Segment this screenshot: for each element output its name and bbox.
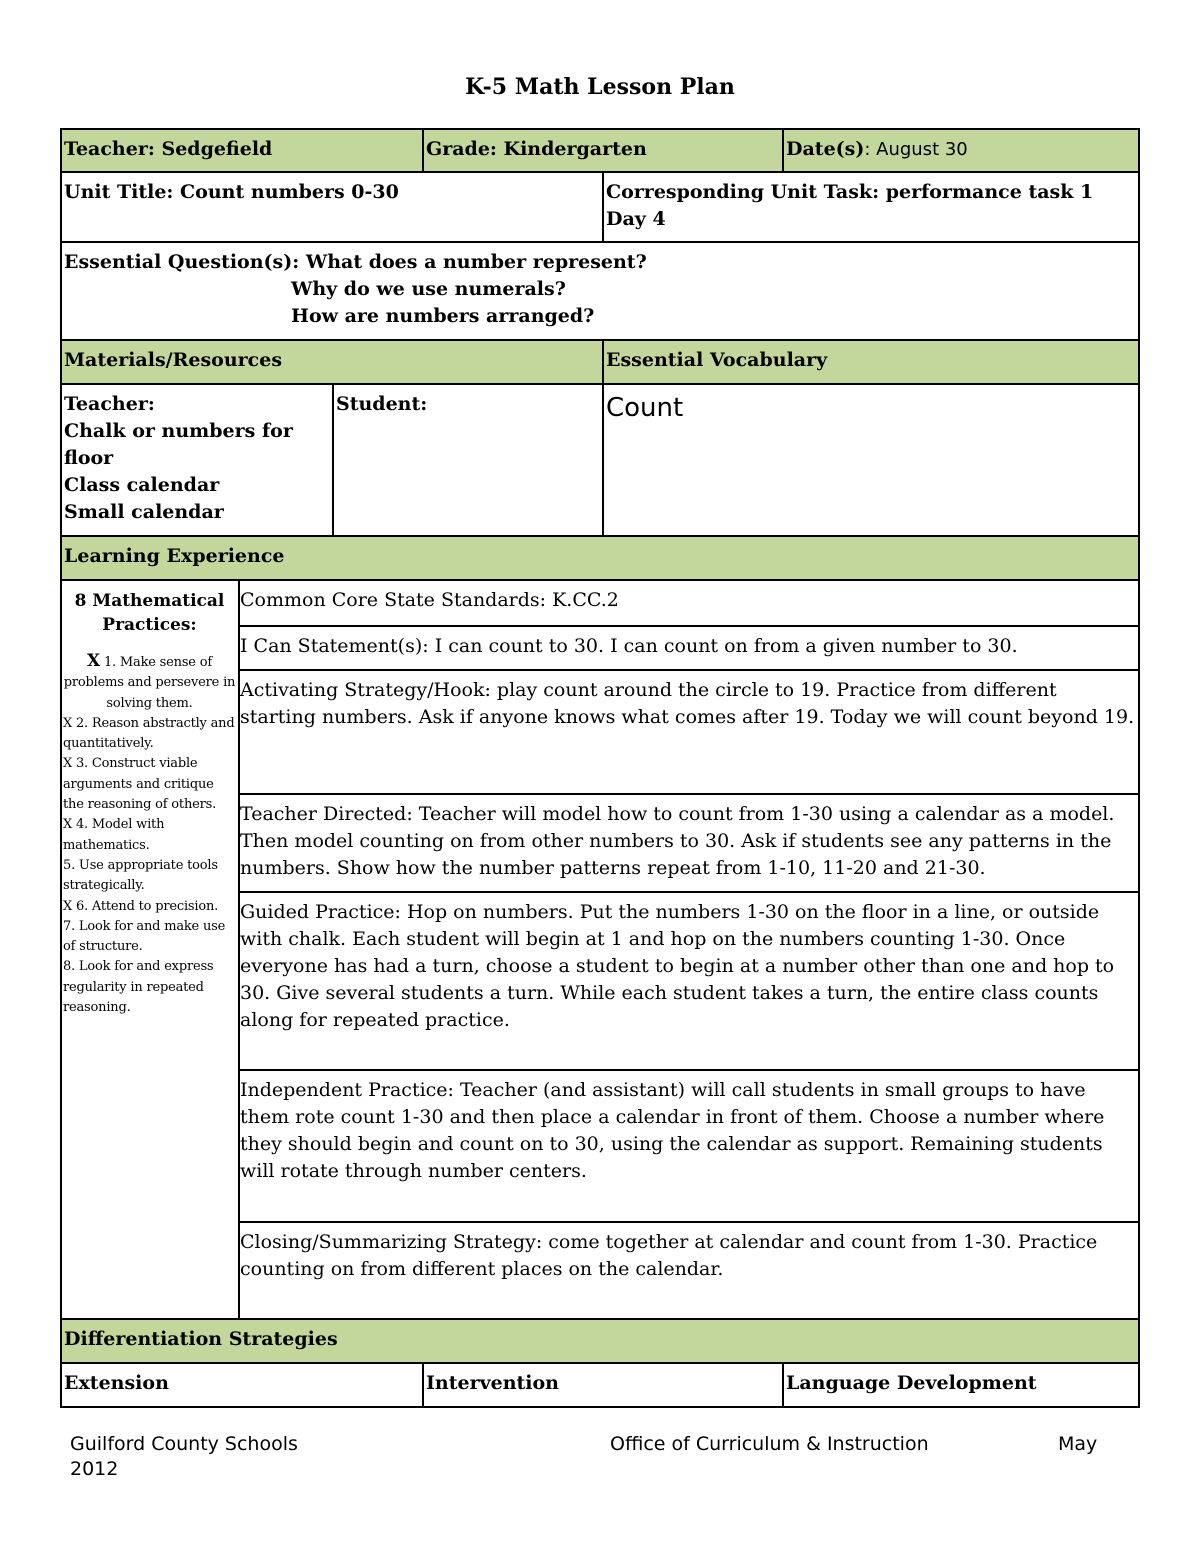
unit-row xyxy=(60,173,1140,243)
extension-cell: Extension xyxy=(64,1372,169,1394)
student-materials-label: Student: xyxy=(336,393,428,415)
teacher-material-item: Small calendar xyxy=(64,501,224,523)
closing-box: Closing/Summarizing Strategy: come together at calendar and count from 1-30. Practice counting on from different places on the calendar. xyxy=(240,1221,1138,1318)
unit-day-line: Day 4 xyxy=(606,208,666,230)
footer-month: May xyxy=(1058,1433,1098,1455)
teacher-material-item: Chalk or numbers for xyxy=(64,420,293,442)
dates-value: : August 30 xyxy=(864,139,968,160)
materials-header: Materials/Resources xyxy=(64,349,283,371)
essential-question-2: Why do we use numerals? xyxy=(291,278,566,300)
vocabulary-word: Count xyxy=(606,393,684,423)
materials-header-row xyxy=(60,341,1140,385)
practice-text: 1. Make sense of problems and persevere in solving them. xyxy=(63,655,236,711)
page-title: K-5 Math Lesson Plan xyxy=(465,74,735,100)
lesson-plan-table xyxy=(60,128,1140,1408)
intervention-cell: Intervention xyxy=(422,1364,782,1406)
essential-questions-row xyxy=(60,243,1140,341)
vocabulary-cell xyxy=(602,385,1138,535)
practice-item: X 6. Attend to precision. xyxy=(63,898,219,914)
teacher-directed-box: Teacher Directed: Teacher will model how to count from 1-30 using a calendar as a model. Then model counting on from other numbers to 30. Ask if students see any patterns in the numbers. Show how the number patterns repeat from 1-10, 11-20 and 21-30. xyxy=(240,793,1138,891)
learning-sections xyxy=(240,581,1138,1318)
unit-title-cell: Unit Title: Count numbers 0-30 xyxy=(64,181,399,203)
header-row xyxy=(60,128,1140,173)
practice-check-mark: X xyxy=(87,651,101,671)
essential-question-1: Essential Question(s): What does a number represent? xyxy=(64,251,647,273)
math-practices-title: 8 Mathematical Practices: xyxy=(74,591,225,635)
essential-questions-cell xyxy=(62,243,1138,339)
i-can-box: I Can Statement(s): I can count to 30. I can count on from a given number to 30. xyxy=(240,625,1138,669)
student-materials-cell xyxy=(332,385,602,535)
materials-row xyxy=(60,385,1140,537)
practice-item xyxy=(63,651,236,714)
practice-item: 8. Look for and express regularity in repeated reasoning. xyxy=(63,959,214,1016)
learning-body xyxy=(60,581,1140,1320)
footer-year: 2012 xyxy=(70,1458,119,1480)
independent-practice-box: Independent Practice: Teacher (and assistant) will call students in small groups to have them rote count 1-30 and then place a calendar in front of them. Choose a number where they should begin and count on to 30, using the calendar as support. Remaining students will rotate through number centers. xyxy=(240,1069,1138,1221)
dates-cell xyxy=(782,130,1138,171)
practice-item: X 3. Construct viable arguments and critique the reasoning of others. xyxy=(63,756,217,813)
differentiation-header: Differentiation Strategies xyxy=(64,1328,338,1350)
practice-item: X 4. Model with mathematics. xyxy=(63,817,165,853)
guided-practice-box: Guided Practice: Hop on numbers. Put the numbers 1-30 on the floor in a line, or outside with chalk. Each student will begin at 1 and hop on the numbers counting 1-30. Once everyone has had a turn, choose a student to begin at a number other than one and hop to 30. Give several students a turn. While each student takes a turn, the entire class counts along for repeated practice. xyxy=(240,891,1138,1069)
math-practices-column xyxy=(62,581,240,1318)
hook-box: Activating Strategy/Hook: play count around the circle to 19. Practice from different starting numbers. Ask if anyone knows what comes after 19. Today we will count beyond 19. xyxy=(240,669,1138,793)
footer-office: Office of Curriculum & Instruction xyxy=(610,1433,929,1455)
grade-cell: Grade: Kindergarten xyxy=(422,130,782,171)
footer-district: Guilford County Schools xyxy=(70,1433,298,1455)
vocabulary-header: Essential Vocabulary xyxy=(602,341,1138,383)
teacher-material-item: floor xyxy=(64,447,114,469)
differentiation-row xyxy=(60,1364,1140,1408)
teacher-cell: Teacher: Sedgefield xyxy=(64,138,273,160)
practice-item: 5. Use appropriate tools strategically. xyxy=(63,857,218,894)
unit-task-cell xyxy=(602,173,1138,241)
differentiation-header-row xyxy=(60,1320,1140,1364)
teacher-material-item: Class calendar xyxy=(64,474,220,496)
teacher-materials-label: Teacher: xyxy=(64,393,155,415)
practice-item: X 2. Reason abstractly and quantitatively. xyxy=(63,715,235,752)
teacher-materials-cell xyxy=(62,385,332,535)
ccss-box: Common Core State Standards: K.CC.2 xyxy=(240,589,619,611)
learning-header-row xyxy=(60,537,1140,581)
unit-task-line: Corresponding Unit Task: performance task 1 xyxy=(606,181,1094,203)
dates-label: Date(s) xyxy=(786,138,865,160)
learning-header: Learning Experience xyxy=(64,545,285,567)
language-development-cell: Language Development xyxy=(782,1364,1138,1406)
essential-question-3: How are numbers arranged? xyxy=(291,305,595,327)
practice-item: 7. Look for and make use of structure. xyxy=(63,918,226,955)
